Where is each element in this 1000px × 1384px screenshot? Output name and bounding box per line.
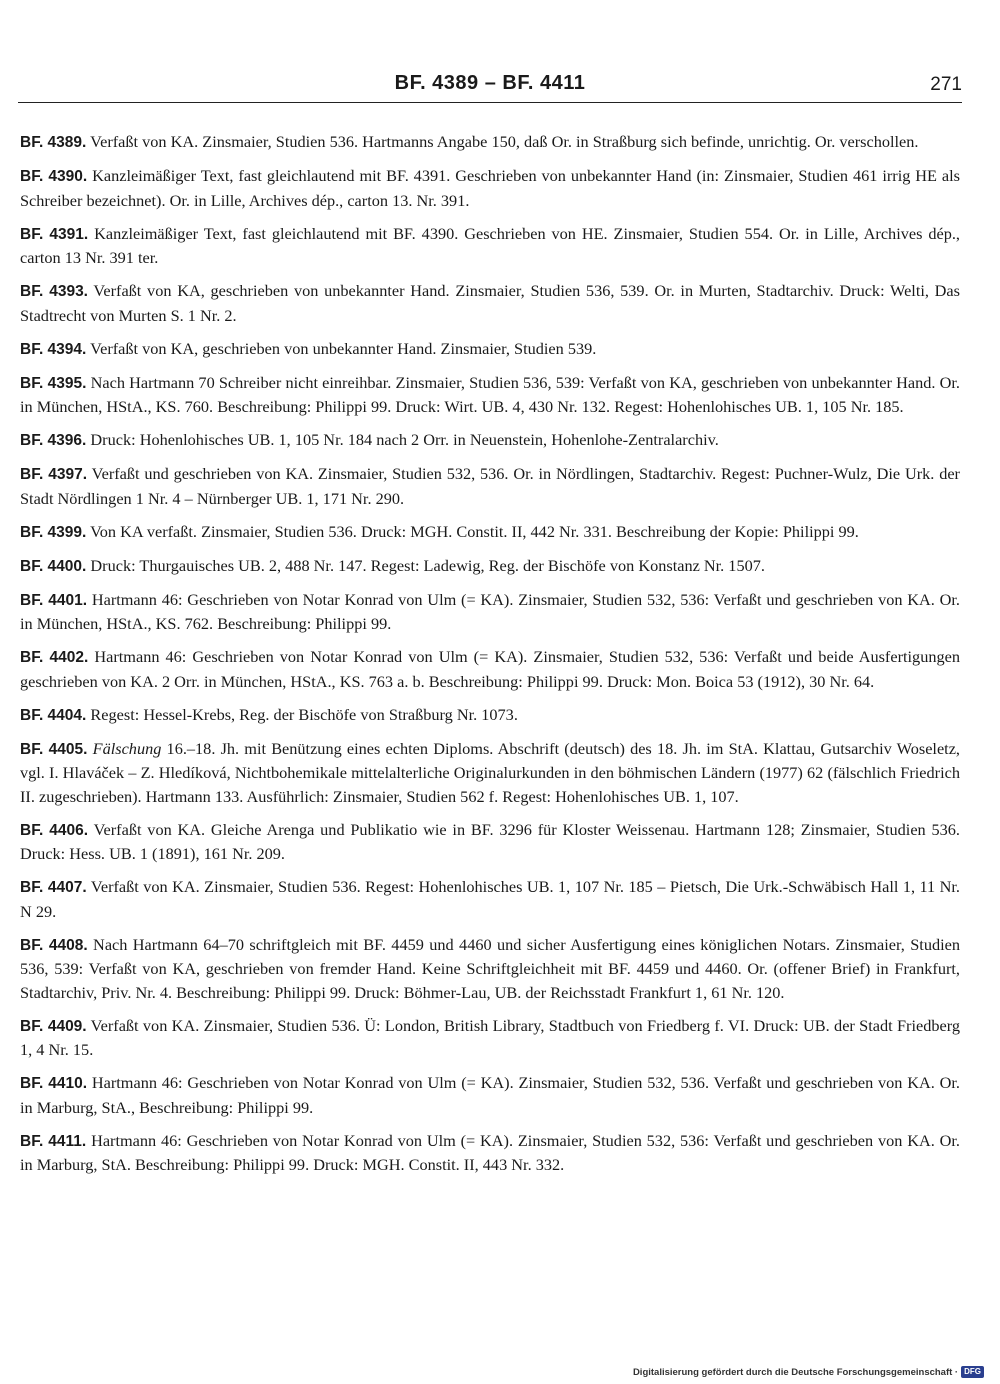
entry-id: BF. 4401. xyxy=(20,591,88,609)
entry-4391 xyxy=(20,222,960,270)
entry-id: BF. 4405. xyxy=(20,740,88,758)
entry-text: Verfaßt von KA. Zinsmaier, Studien 536. Regest: Hohenlohisches UB. 1, 107 Nr. 185 – Pietsch, Die Urk.-Schwäbisch Hall 1, 11 Nr. N 29. xyxy=(20,877,960,921)
entry-id: BF. 4400. xyxy=(20,557,87,575)
entry-text: Druck: Hohenlohisches UB. 1, 105 Nr. 184 nach 2 Orr. in Neuenstein, Hohenlohe-Zentralarchiv. xyxy=(86,430,719,449)
entry-id: BF. 4391. xyxy=(20,225,89,243)
entry-4410 xyxy=(20,1071,960,1119)
entry-text: Verfaßt von KA. Gleiche Arenga und Publikatio wie in BF. 3296 für Kloster Weissenau. Hartmann 128; Zinsmaier, Studien 536. Druck: Hess. UB. 1 (1891), 161 Nr. 209. xyxy=(20,819,960,863)
entry-4406 xyxy=(20,818,960,866)
entry-id: BF. 4389. xyxy=(20,134,87,151)
entry-text: Verfaßt und geschrieben von KA. Zinsmaier, Studien 532, 536. Or. in Nördlingen, Stadtarchiv. Regest: Puchner-Wulz, Die Urk. der Stadt Nördlingen 1 Nr. 4 – Nürnberger UB. 1, 171 Nr. 290. xyxy=(20,464,960,508)
entry-id: BF. 4406. xyxy=(20,821,89,839)
entry-4389 xyxy=(20,130,960,155)
entry-text: Nach Hartmann 64–70 schriftgleich mit BF. 4459 und 4460 und sicher Ausfertigung eines königlichen Notars. Zinsmaier, Studien 536, 539: Verfaßt von KA, geschrieben von fremder Hand. Keine Schriftgleichheit mit BF. 4459 und 4460. Or. (offener Brief) in Frankfurt, Stadtarchiv, Priv. Nr. 4. Beschreibung: Philippi 99. Druck: Böhmer-Lau, UB. der Reichsstadt Frankfurt 1, 61 Nr. 120. xyxy=(20,934,960,1002)
entry-text: Druck: Thurgauisches UB. 2, 488 Nr. 147. Regest: Ladewig, Reg. der Bischöfe von Konstanz Nr. 1507. xyxy=(86,555,765,575)
entry-4401 xyxy=(20,588,960,636)
entry-id: BF. 4411. xyxy=(20,1132,87,1150)
entry-4400 xyxy=(20,554,960,579)
entry-text: Verfaßt von KA, geschrieben von unbekannter Hand. Zinsmaier, Studien 539. xyxy=(86,338,597,358)
entry-text: Hartmann 46: Geschrieben von Notar Konrad von Ulm (= KA). Zinsmaier, Studien 532, 536. Verfaßt und geschrieben von KA. Or. in Marburg, StA., Beschreibung: Philippi 99. xyxy=(20,1073,960,1117)
entry-4395 xyxy=(20,371,960,419)
entry-4394 xyxy=(20,337,960,362)
entry-id: BF. 4410. xyxy=(20,1075,88,1092)
entry-id: BF. 4408. xyxy=(20,936,88,954)
entry-id: BF. 4393. xyxy=(20,283,88,300)
entry-id: BF. 4399. xyxy=(20,523,87,541)
entry-text: Verfaßt von KA. Zinsmaier, Studien 536. Ü: London, British Library, Stadtbuch von Friedberg f. VI. Druck: UB. der Stadt Friedberg 1, 4 Nr. 15. xyxy=(20,1015,960,1059)
entry-4407 xyxy=(20,875,960,923)
entry-text: Nach Hartmann 70 Schreiber nicht einreihbar. Zinsmaier, Studien 536, 539: Verfaßt von KA, geschrieben von unbekannter Hand. Or. in München, HStA., KS. 760. Beschreibung: Philippi 99. Druck: Wirt. UB. 4, 430 Nr. 132. Regest: Hohenlohisches UB. 1, 105 Nr. 185. xyxy=(20,372,960,416)
entry-text: Von KA verfaßt. Zinsmaier, Studien 536. Druck: MGH. Constit. II, 442 Nr. 331. Beschreibung der Kopie: Philippi 99. xyxy=(86,521,859,541)
page-number: 271 xyxy=(930,74,962,95)
entry-4402 xyxy=(20,645,960,693)
entry-4404 xyxy=(20,703,960,728)
entry-4396 xyxy=(20,428,960,453)
entry-text: Hartmann 46: Geschrieben von Notar Konrad von Ulm (= KA). Zinsmaier, Studien 532, 536: Verfaßt und geschrieben von KA. Or. in Marburg, StA. Beschreibung: Philippi 99. Druck: MGH. Constit. II, 443 Nr. 332. xyxy=(20,1130,960,1174)
entry-text: Regest: Hessel-Krebs, Reg. der Bischöfe von Straßburg Nr. 1073. xyxy=(86,704,518,724)
entry-text: Hartmann 46: Geschrieben von Notar Konrad von Ulm (= KA). Zinsmaier, Studien 532, 536: Verfaßt und geschrieben von KA. Or. in München, HStA., KS. 762. Beschreibung: Philippi 99. xyxy=(20,589,960,633)
entry-text: Verfaßt von KA, geschrieben von unbekannter Hand. Zinsmaier, Studien 536, 539. Or. in Murten, Stadtarchiv. Druck: Welti, Das Stadtrecht von Murten S. 1 Nr. 2. xyxy=(20,281,960,325)
entry-id: BF. 4397. xyxy=(20,466,88,483)
running-title: BF. 4389 – BF. 4411 xyxy=(394,72,586,94)
entry-text: Kanzleimäßiger Text, fast gleichlautend mit BF. 4390. Geschrieben von HE. Zinsmaier, Studien 554. Or. in Lille, Archives dép., carton 13 Nr. 391 ter. xyxy=(20,223,960,267)
entry-4399 xyxy=(20,520,960,545)
entry-italic-label: Fälschung xyxy=(92,738,162,758)
entry-4411 xyxy=(20,1129,960,1177)
entry-text: Verfaßt von KA. Zinsmaier, Studien 536. Hartmanns Angabe 150, daß Or. in Straßburg sich befinde, unrichtig. Or. verschollen. xyxy=(86,132,919,151)
entry-id: BF. 4407. xyxy=(20,879,87,896)
funding-footer xyxy=(633,1366,984,1378)
entry-4393 xyxy=(20,279,960,327)
entry-text: Kanzleimäßiger Text, fast gleichlautend mit BF. 4391. Geschrieben von unbekannter Hand (in: Zinsmaier, Studien 461 irrig HE als Schreiber bezeichnet). Or. in Lille, Archives dép., carton 13. Nr. 391. xyxy=(20,166,960,210)
entry-id: BF. 4404. xyxy=(20,706,87,724)
entry-4390 xyxy=(20,164,960,212)
entry-id: BF. 4395. xyxy=(20,374,87,392)
entry-4397 xyxy=(20,462,960,510)
entry-4408 xyxy=(20,933,960,1005)
entry-id: BF. 4402. xyxy=(20,649,89,666)
entry-text: 16.–18. Jh. mit Benützung eines echten Diploms. Abschrift (deutsch) des 18. Jh. im StA. Klattau, Gutsarchiv Woseletz, vgl. I. Hlaváček – Z. Hledíková, Nichtbohemikale mittelalterliche Originalurkunden in den böhmischen Ländern (1977) 62 (fälschlich Friedrich II. zugeschrieben). Hartmann 133. Ausführlich: Zinsmaier, Studien 562 f. Regest: Hohenlohisches UB. 1, 107. xyxy=(20,738,960,806)
entry-id: BF. 4394. xyxy=(20,340,87,358)
entry-id: BF. 4396. xyxy=(20,432,87,449)
entry-4405 xyxy=(20,737,960,809)
entry-4409 xyxy=(20,1014,960,1062)
dfg-logo-icon: DFG xyxy=(961,1366,984,1378)
entry-id: BF. 4390. xyxy=(20,168,88,185)
page-header xyxy=(18,70,962,103)
entry-list xyxy=(20,130,960,1186)
entry-id: BF. 4409. xyxy=(20,1017,87,1035)
funding-note: Digitalisierung gefördert durch die Deutsche Forschungsgemeinschaft · xyxy=(632,1366,959,1378)
entry-text: Hartmann 46: Geschrieben von Notar Konrad von Ulm (= KA). Zinsmaier, Studien 532, 536: Verfaßt und beide Ausfertigungen geschrieben von KA. 2 Orr. in München, HStA., KS. 763 a. b. Beschreibung: Philippi 99. Druck: Mon. Boica 53 (1912), 30 Nr. 64. xyxy=(20,647,960,691)
